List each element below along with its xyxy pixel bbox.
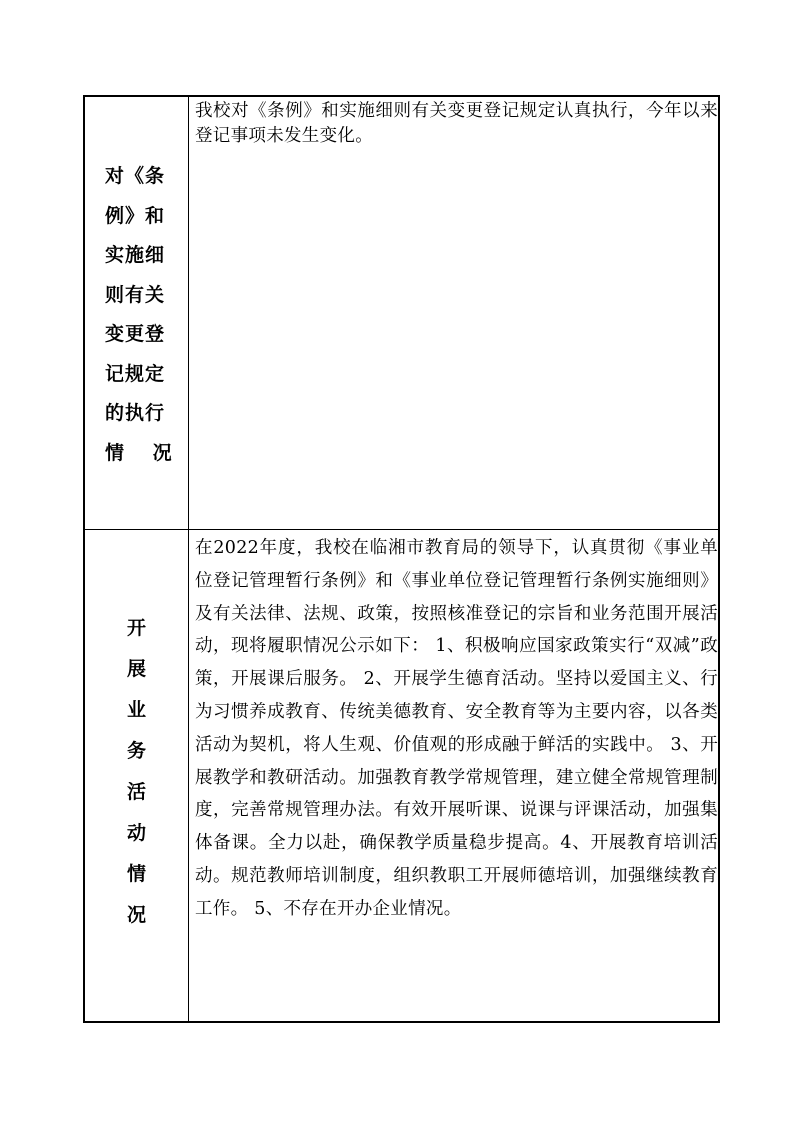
row-label-business-activities — [85, 608, 188, 936]
label-char: 动 — [126, 822, 146, 844]
label-line: 的执行 — [105, 402, 166, 424]
label-line: 实施细 — [105, 244, 166, 266]
regulation-execution-text: 我校对《条例》和实施细则有关变更登记规定认真执行，今年以来登记事项未发生变化。 — [195, 101, 718, 146]
label-char: 况 — [126, 904, 146, 926]
table-row — [85, 97, 718, 530]
label-char: 展 — [126, 658, 146, 680]
row-label-cell — [85, 530, 189, 1021]
table-row — [85, 530, 718, 1021]
label-char: 情 — [126, 863, 146, 885]
label-line: 例》和 — [105, 204, 166, 227]
label-char: 开 — [126, 617, 146, 639]
label-char: 业 — [126, 699, 146, 721]
business-activities-text: 在2022年度，我校在临湘市教育局的领导下，认真贯彻《事业单位登记管理暂行条例》和《事业单位登记管理暂行条例实施细则》及有关法律、法规、政策，按照核准登记的宗旨和业务范围开展活动，现将履职情况公示如下： 1、积极响应国家政策实行“双减”政策，开展课后服务。 2、开展学生德育活动。坚持以爱国主义、行为习惯养成教育、传统美德教育、安全教育等为主要内容，以各类活动为契机，将人生观、价值观的形成融于鲜活的实践中。 3、开展教学和教研活动。加强教育教学常规管理，建立健全常规管理制度，完善常规管理办法。有效开展听课、说课与评课活动，加强集体备课。全力以赴，确保教学质量稳步提高。4、开展教育培训活动。规范教师培训制度，组织教职工开展师德培训，加强继续教育工作。 5、不存在开办企业情况。 — [195, 538, 718, 919]
label-line: 记规定 — [105, 362, 166, 385]
label-line: 情 况 — [105, 441, 173, 464]
row-content-cell — [189, 97, 718, 529]
label-char: 活 — [126, 781, 146, 803]
label-line: 变更登 — [105, 323, 166, 345]
row-content-cell — [189, 530, 718, 1021]
row-label-cell — [85, 97, 189, 529]
report-table — [83, 95, 720, 1023]
row-label-regulation-execution — [105, 157, 171, 473]
label-line: 对《条 — [105, 165, 166, 187]
label-char: 务 — [126, 740, 146, 762]
label-line: 则有关 — [105, 283, 166, 306]
